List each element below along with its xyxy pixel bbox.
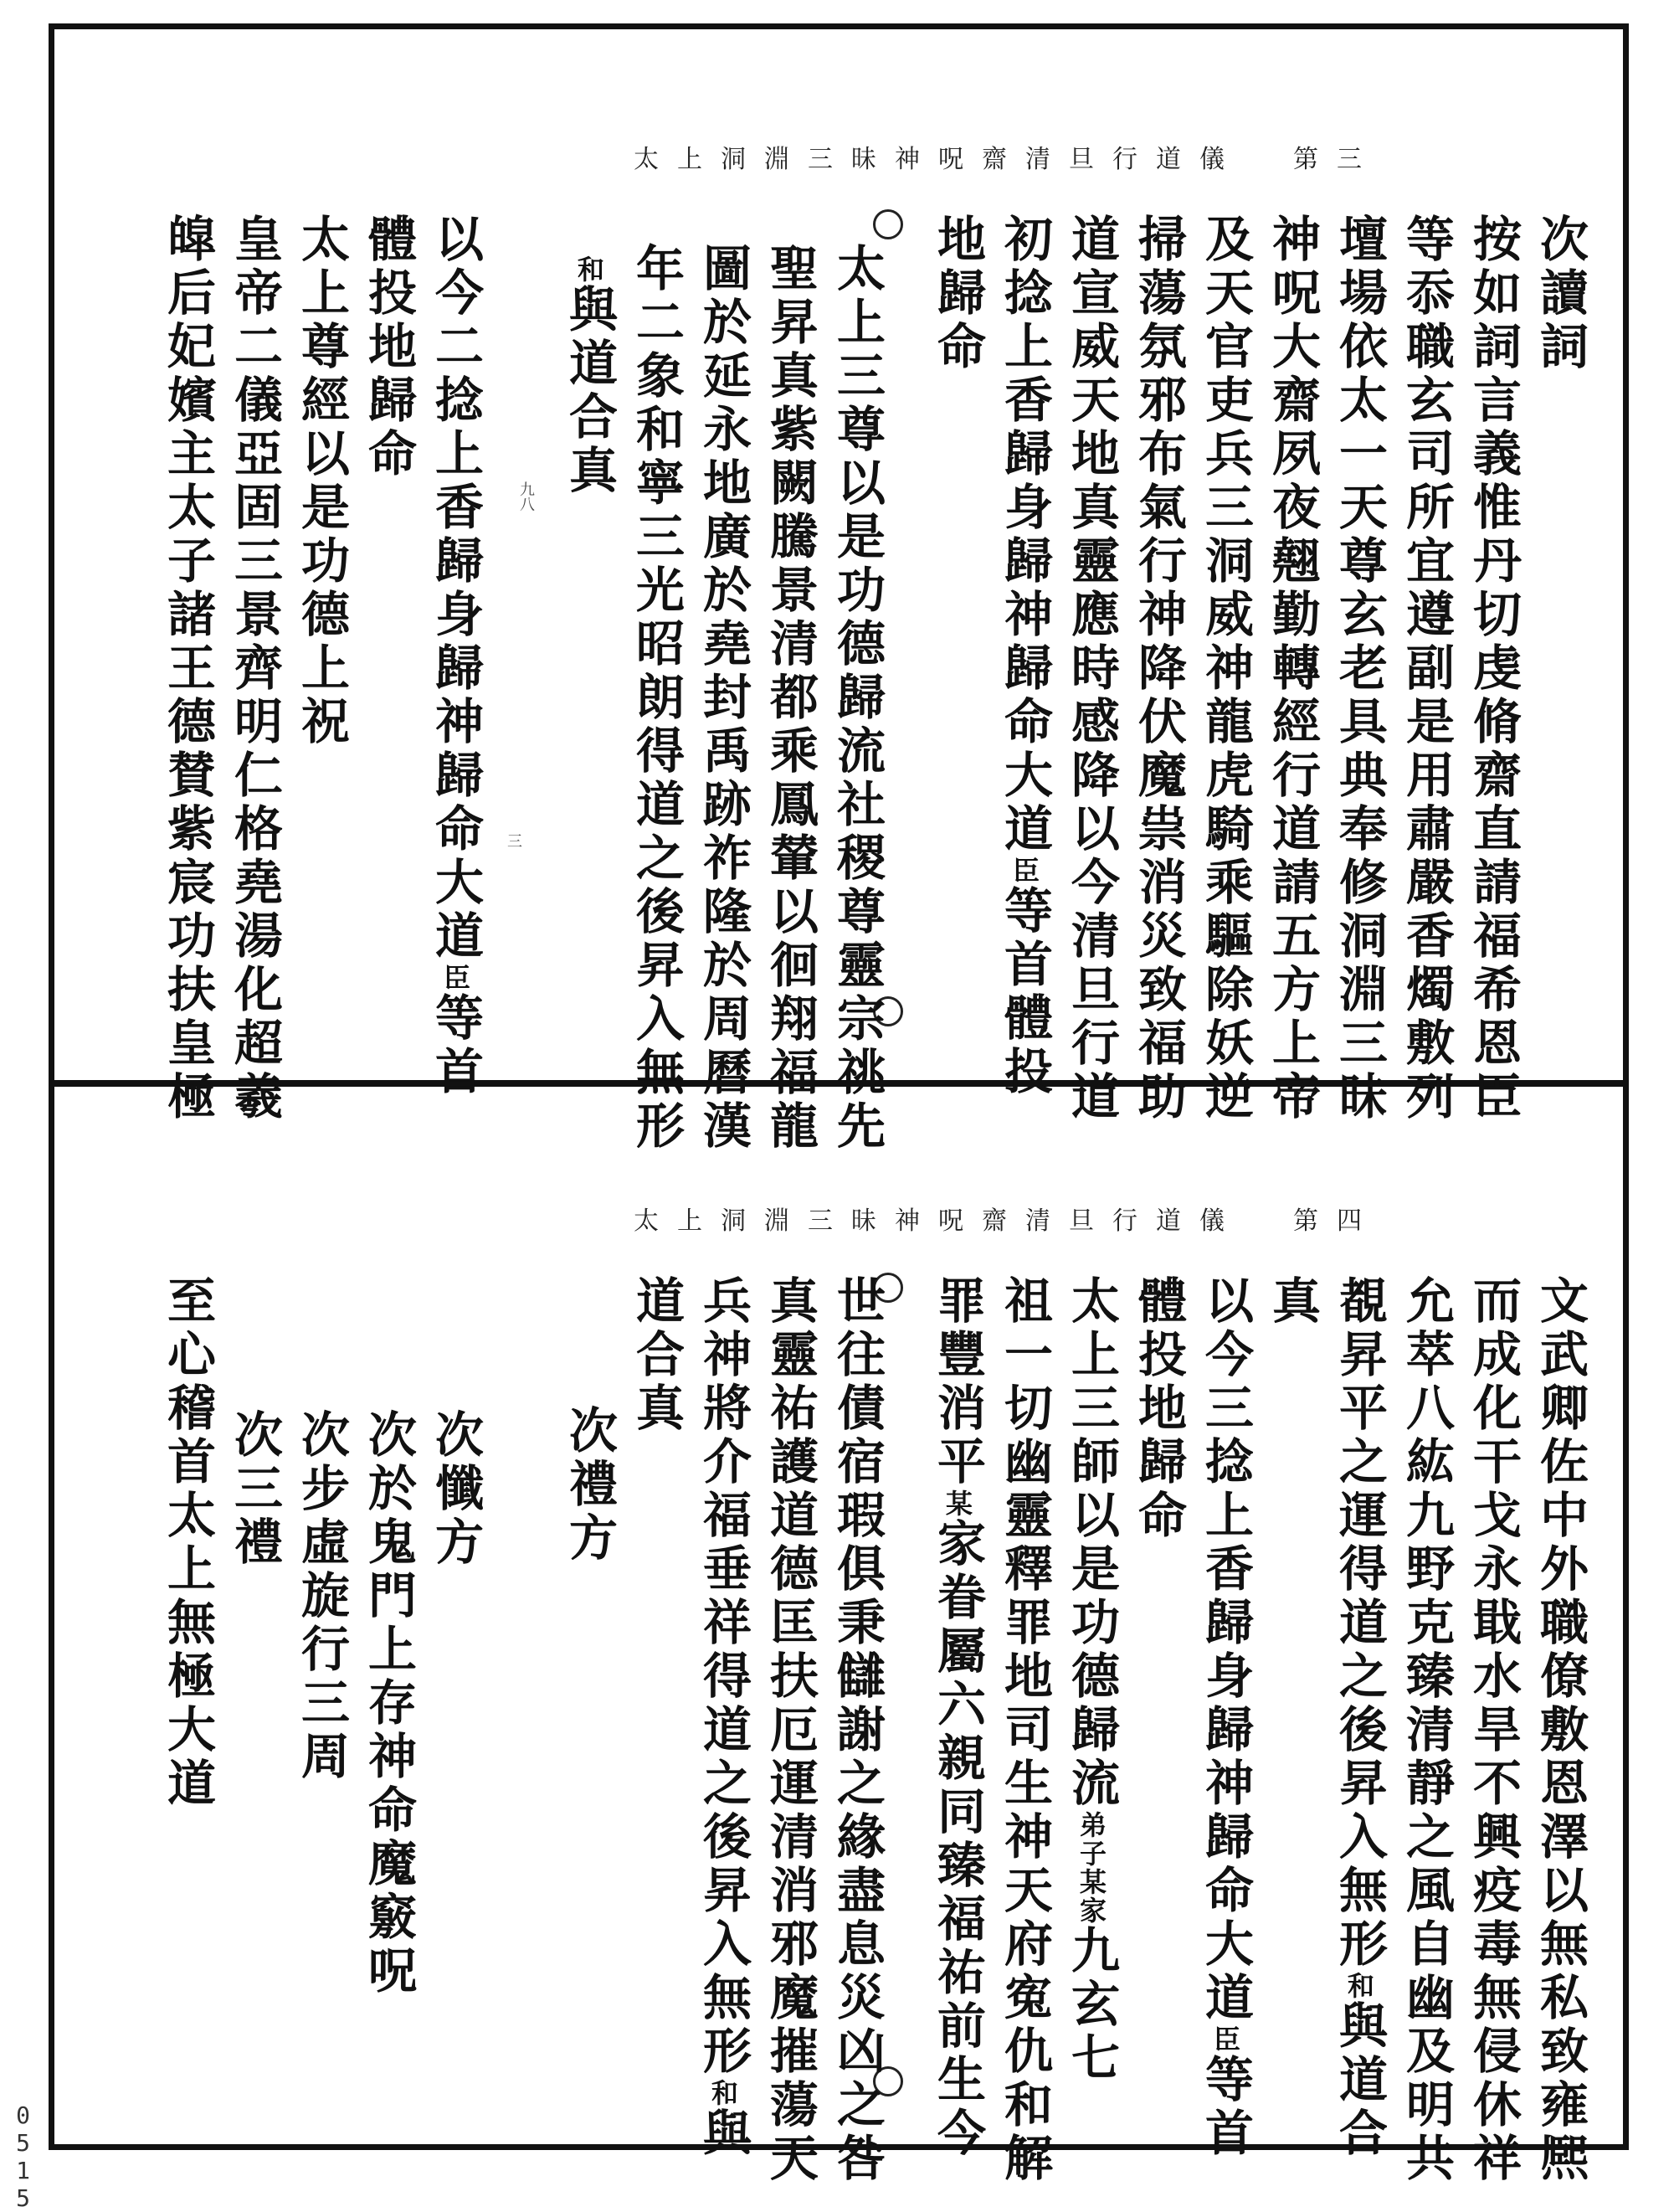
honorific-small: 臣: [1009, 857, 1040, 885]
page-number: 0515: [9, 2101, 37, 2212]
text-column: 次懺方: [427, 1409, 484, 1570]
honorific-small: 和: [707, 2079, 739, 2107]
text-column: [1331, 1275, 1388, 2161]
text-column: 真靈祐護道德匡扶厄運清消邪魔摧蕩天: [762, 1275, 819, 2186]
text-column: 按如詞言義惟丹切虔脩齋直請福希恩臣: [1465, 213, 1522, 1124]
text-column: 道宣威天地真靈應時感降以今清旦行道: [1063, 213, 1120, 1124]
column-part: 等首: [427, 992, 484, 1099]
bottom-panel: [54, 1087, 1623, 2186]
column-part: 與道合: [1331, 2000, 1388, 2161]
margin-note: 九八: [517, 481, 535, 512]
honorific-small: 和: [573, 255, 605, 284]
text-column: 太上尊經以是功德上祝: [293, 213, 350, 749]
text-column: 圖於延永地廣於堯封禹跡祚隆於周曆漢: [695, 243, 752, 1154]
text-column: [1063, 1275, 1120, 2086]
column-part: 等首: [1197, 2054, 1254, 2161]
text-column: 世往債宿瑕俱秉讎謝之緣盡息災凶之咎: [829, 1275, 886, 2186]
text-column: [695, 1275, 752, 2161]
text-column: 地歸命: [929, 213, 986, 374]
text-column: 皡后妃嬪主太子諸王德賛紫宸功扶皇極: [159, 213, 216, 1124]
text-column: [929, 1275, 986, 2161]
text-column: 壇場依太一天尊玄老具典奉修洞淵三昧: [1331, 213, 1388, 1124]
text-column: 次於鬼門上存神命魔竅呪: [360, 1409, 417, 1999]
text-column: 體投地歸命: [360, 213, 417, 481]
text-column: 次三禮: [226, 1409, 283, 1570]
header-title: 太上洞淵三昧神呪齋清旦行道儀: [634, 145, 1243, 174]
running-header-bottom: [634, 1200, 1380, 1237]
column-part: 家眷屬六親同臻福祐前生今: [929, 1518, 986, 2161]
margin-note: 三: [505, 833, 522, 848]
header-page: 第四: [1293, 1206, 1380, 1236]
text-column: 次禮方: [561, 1405, 618, 1566]
column-part: 罪豐消平: [929, 1275, 986, 1489]
text-column: 神呪大齋夙夜翹勤轉經行道請五方上帝: [1264, 213, 1321, 1124]
column-part: 等首體投: [996, 885, 1053, 1099]
text-column: 至心稽首太上無極大道: [159, 1275, 216, 1811]
text-column: 次步虛旋行三周: [293, 1409, 350, 1784]
column-part: 與道合真: [561, 284, 618, 498]
column-part: 初捻上香歸身歸神歸命大道: [996, 213, 1053, 857]
text-column: 太上三尊以是功德歸流社稷尊靈宗祧先: [829, 243, 886, 1154]
text-column: 真: [1264, 1275, 1321, 1329]
running-header-top: [634, 138, 1380, 175]
column-part: 與: [695, 2107, 752, 2161]
honorific-small: 臣: [1209, 2025, 1241, 2054]
circle-mark: [873, 209, 903, 239]
text-column: 道合真: [628, 1275, 685, 1436]
top-panel: [54, 29, 1623, 1154]
column-part: 覩昇平之運得道之後昇入無形: [1331, 1275, 1388, 1972]
column-part: 以今三捻上香歸身歸神歸命大道: [1197, 1275, 1254, 2025]
text-column: 等忝職玄司所宜遵副是用肅嚴香燭敷列: [1398, 213, 1455, 1124]
text-column: 皇帝二儀亞固三景齊明仁格堯湯化超羲: [226, 213, 283, 1124]
column-part: 兵神將介福垂祥得道之後昇入無形: [695, 1275, 752, 2079]
text-column: 祖一切幽靈釋罪地司生神天府寃仇和解: [996, 1275, 1053, 2186]
column-part: 以今二捻上香歸身歸神歸命大道: [427, 213, 484, 964]
honorific-small: 弟子某家: [1076, 1811, 1107, 1925]
text-column: 文武卿佐中外職僚敷恩澤以無私致雍熈: [1532, 1275, 1589, 2186]
column-part: 九玄七: [1063, 1925, 1120, 2086]
text-column: [996, 213, 1053, 1099]
text-column: 體投地歸命: [1130, 1275, 1187, 1543]
text-column: [561, 255, 618, 498]
text-column: [1197, 1275, 1254, 2161]
honorific-small: 某: [942, 1489, 973, 1518]
text-column: 及天官吏兵三洞威神龍虎騎乘驅除妖逆: [1197, 213, 1254, 1124]
text-column: 聖昇真紫闕騰景清都乘鳳輦以徊翔福龍: [762, 243, 819, 1154]
text-column: [427, 213, 484, 1099]
honorific-small: 臣: [439, 964, 471, 992]
column-part: 太上三師以是功德歸流: [1063, 1275, 1120, 1811]
header-page: 第三: [1293, 145, 1380, 174]
text-column: 次讀詞: [1532, 213, 1589, 374]
text-column: 允萃八紘九野克臻清靜之風自幽及明共: [1398, 1275, 1455, 2186]
text-column: 而成化干戈永戢水旱不興疫毒無侵休祥: [1465, 1275, 1522, 2186]
text-column: 掃蕩氛邪布氣行神降伏魔祟消災致福助: [1130, 213, 1187, 1124]
header-title: 太上洞淵三昧神呪齋清旦行道儀: [634, 1206, 1243, 1236]
text-column: 年二象和寧三光昭朗得道之後昇入無形: [628, 243, 685, 1154]
honorific-small: 和: [1343, 1972, 1375, 2000]
